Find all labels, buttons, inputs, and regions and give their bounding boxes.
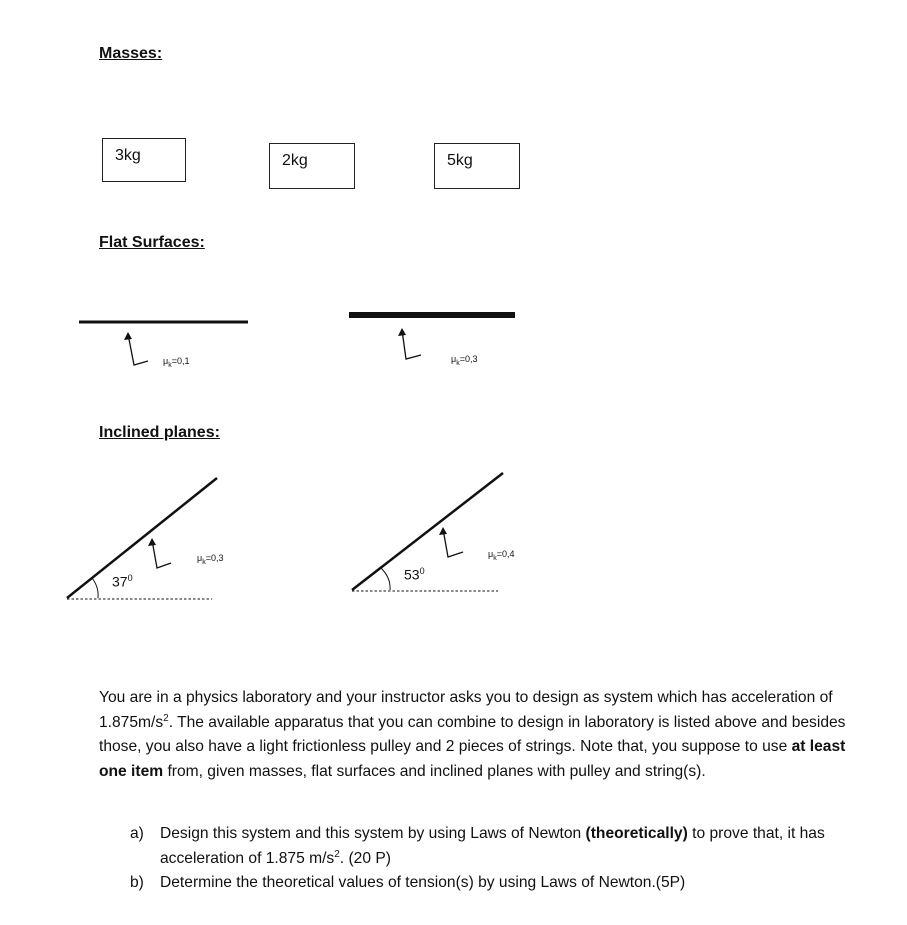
incline-2-line (352, 473, 503, 590)
question-a-text: Design this system and this system by using Laws of Newton (theoretically) to prove that, it has acceleration of 1.875 $m/s^2$. (20 P) (160, 825, 825, 867)
mass-box-2kg: 2kg (269, 143, 355, 189)
question-b-text: Determine the theoretical values of tension(s) by using Laws of Newton.(5P) (160, 874, 686, 891)
incline-1-line (67, 478, 217, 598)
incline-1-angle-arc (92, 578, 98, 598)
flat-surface-1-mu-label: $\mu_k=0,1$ (163, 356, 190, 369)
incline-1-angle-label: $37^0$ (112, 573, 133, 590)
incline-2-angle-arc (381, 568, 390, 590)
incline-2-mu-label: $\mu_k=0,4$ (488, 549, 515, 562)
question-b-letter: b) (130, 874, 144, 891)
incline-2-angle-label: $53^0$ (404, 566, 425, 583)
heading-masses: Masses: (99, 45, 163, 62)
incline-1-mu-label: $\mu_k=0,3$ (197, 553, 224, 566)
flat-surface-2-mu-label: $\mu_k=0,3$ (451, 354, 478, 367)
mass-box-5kg: 5kg (434, 143, 520, 189)
heading-flat-surfaces: Flat Surfaces: (99, 234, 205, 251)
heading-inclined-planes: Inclined planes: (99, 424, 220, 441)
mass-box-3kg: 3kg (102, 138, 186, 182)
problem-paragraph: You are in a physics laboratory and your instructor asks you to design as system which has acceleration of $1.875m/s^2$. The available apparatus that you can combine to design in laboratory is listed above and besides those, you also have a light frictionless pulley and 2 pieces of strings. Note that, you suppose to use at least one item from, given masses, flat surfaces and inclined planes with pulley and string(s). (99, 689, 846, 780)
question-a-letter: a) (130, 825, 144, 842)
emphasis-at-least-one-item: at least one item (99, 738, 846, 780)
